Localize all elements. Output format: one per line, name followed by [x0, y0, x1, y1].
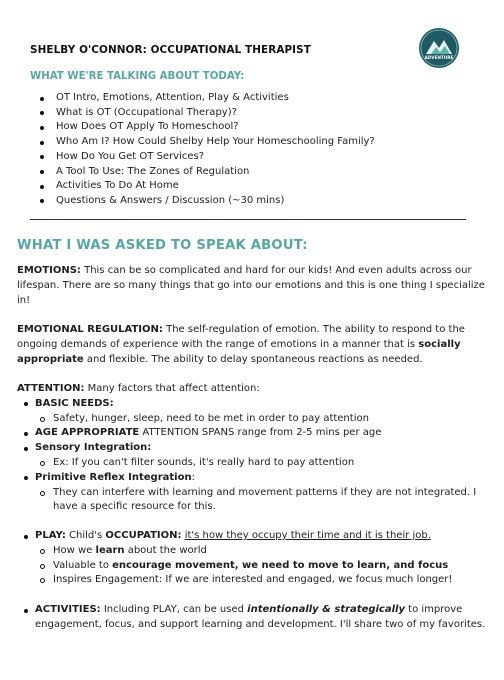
sub-item: Safety, hunger, sleep, need to be met in order to pay attention — [35, 412, 499, 427]
list-item — [17, 603, 499, 633]
sub-item: Inspires Engagement: If we are interested and engaged, we focus much longer! — [35, 573, 499, 588]
sub-list — [35, 412, 499, 427]
regulation-paragraph — [17, 323, 499, 367]
activities-section — [17, 603, 499, 633]
regulation-bold: socially appropriate — [17, 338, 461, 365]
activities-bold-italic: intentionally & strategically — [247, 604, 405, 615]
sub-list — [35, 544, 499, 588]
page-title: SHELBY O'CONNOR: OCCUPATIONAL THERAPIST — [30, 44, 311, 56]
reflex-colon: : — [191, 471, 195, 483]
agenda-item: Who Am I? How Could Shelby Help Your Homeschooling Family? — [40, 135, 375, 150]
attention-section — [17, 382, 499, 515]
play-section — [17, 529, 499, 588]
adventure-logo — [418, 27, 460, 69]
play-occupation: OCCUPATION: — [105, 530, 182, 541]
sub-list — [35, 456, 499, 471]
age-text: ATTENTION SPANS range from 2-5 mins per age — [139, 427, 382, 439]
sub-bold: encourage movement, we need to move to learn, and focus — [112, 559, 449, 571]
sub-item: They can interfere with learning and movement patterns if they are not integrated. I have a specific resource for this. — [35, 486, 499, 516]
sub-text: Valuable to — [53, 559, 113, 571]
sub-item — [35, 544, 499, 559]
attention-label: ATTENTION: — [17, 383, 85, 394]
play-underline: it's how they occupy their time and it is their job. — [184, 530, 431, 541]
play-text: Child's — [65, 530, 106, 541]
agenda-item: What is OT (Occupational Therapy)? — [40, 106, 375, 121]
activities-text: Including PLAY, can be used — [100, 604, 248, 615]
list-item — [17, 529, 499, 588]
agenda-list — [40, 91, 375, 209]
play-list — [17, 529, 499, 588]
sub-list — [35, 486, 499, 516]
attention-list — [17, 397, 499, 515]
activities-label: ACTIVITIES: — [35, 604, 101, 615]
emotions-paragraph — [17, 264, 499, 308]
list-item — [17, 426, 499, 441]
list-item — [17, 441, 499, 471]
activities-text-end: to improve engagement, focus, and support learning and development. I'll share two of my favorites. — [35, 604, 486, 630]
sensory-label: Sensory Integration: — [35, 442, 152, 454]
sub-item: Ex: If you can't filter sounds, it's really hard to pay attention — [35, 456, 499, 471]
agenda-item: OT Intro, Emotions, Attention, Play & Activities — [40, 91, 375, 106]
sub-bold: learn — [95, 544, 125, 556]
agenda-item: Activities To Do At Home — [40, 179, 375, 194]
regulation-label: EMOTIONAL REGULATION: — [17, 324, 163, 335]
list-item — [17, 471, 499, 515]
logo-text: ADVENTURE — [424, 55, 454, 60]
agenda-heading: WHAT WE'RE TALKING ABOUT TODAY: — [30, 71, 245, 82]
sub-item — [35, 559, 499, 574]
regulation-text-end: and flexible. The ability to delay spontaneous reactions as needed. — [83, 353, 423, 365]
age-label: AGE APPROPRIATE — [35, 427, 140, 439]
divider — [30, 219, 466, 220]
regulation-text: The self-regulation of emotion. The ability to respond to the ongoing demands of experience with the range of emotions in a manner that is — [17, 324, 465, 350]
agenda-item: How Do You Get OT Services? — [40, 150, 375, 165]
emotions-text: This can be so complicated and hard for our kids! And even adults across our lifespan. There are so many things that go into our emotions and this is one thing I specialize in! — [17, 265, 485, 306]
emotions-label: EMOTIONS: — [17, 265, 81, 276]
agenda-item: How Does OT Apply To Homeschool? — [40, 120, 375, 135]
attention-intro — [17, 382, 499, 397]
play-label: PLAY: — [35, 530, 66, 541]
attention-text: Many factors that affect attention: — [84, 383, 260, 394]
reflex-label: Primitive Reflex Integration — [35, 471, 192, 483]
agenda-item: Questions & Answers / Discussion (~30 mins) — [40, 194, 375, 209]
list-item — [17, 397, 499, 427]
agenda-item: A Tool To Use: The Zones of Regulation — [40, 165, 375, 180]
basic-needs-label: BASIC NEEDS: — [35, 397, 114, 409]
section-heading: WHAT I WAS ASKED TO SPEAK ABOUT: — [17, 238, 308, 253]
activities-list — [17, 603, 499, 633]
sub-text: about the world — [124, 544, 207, 556]
sub-text: How we — [53, 544, 96, 556]
